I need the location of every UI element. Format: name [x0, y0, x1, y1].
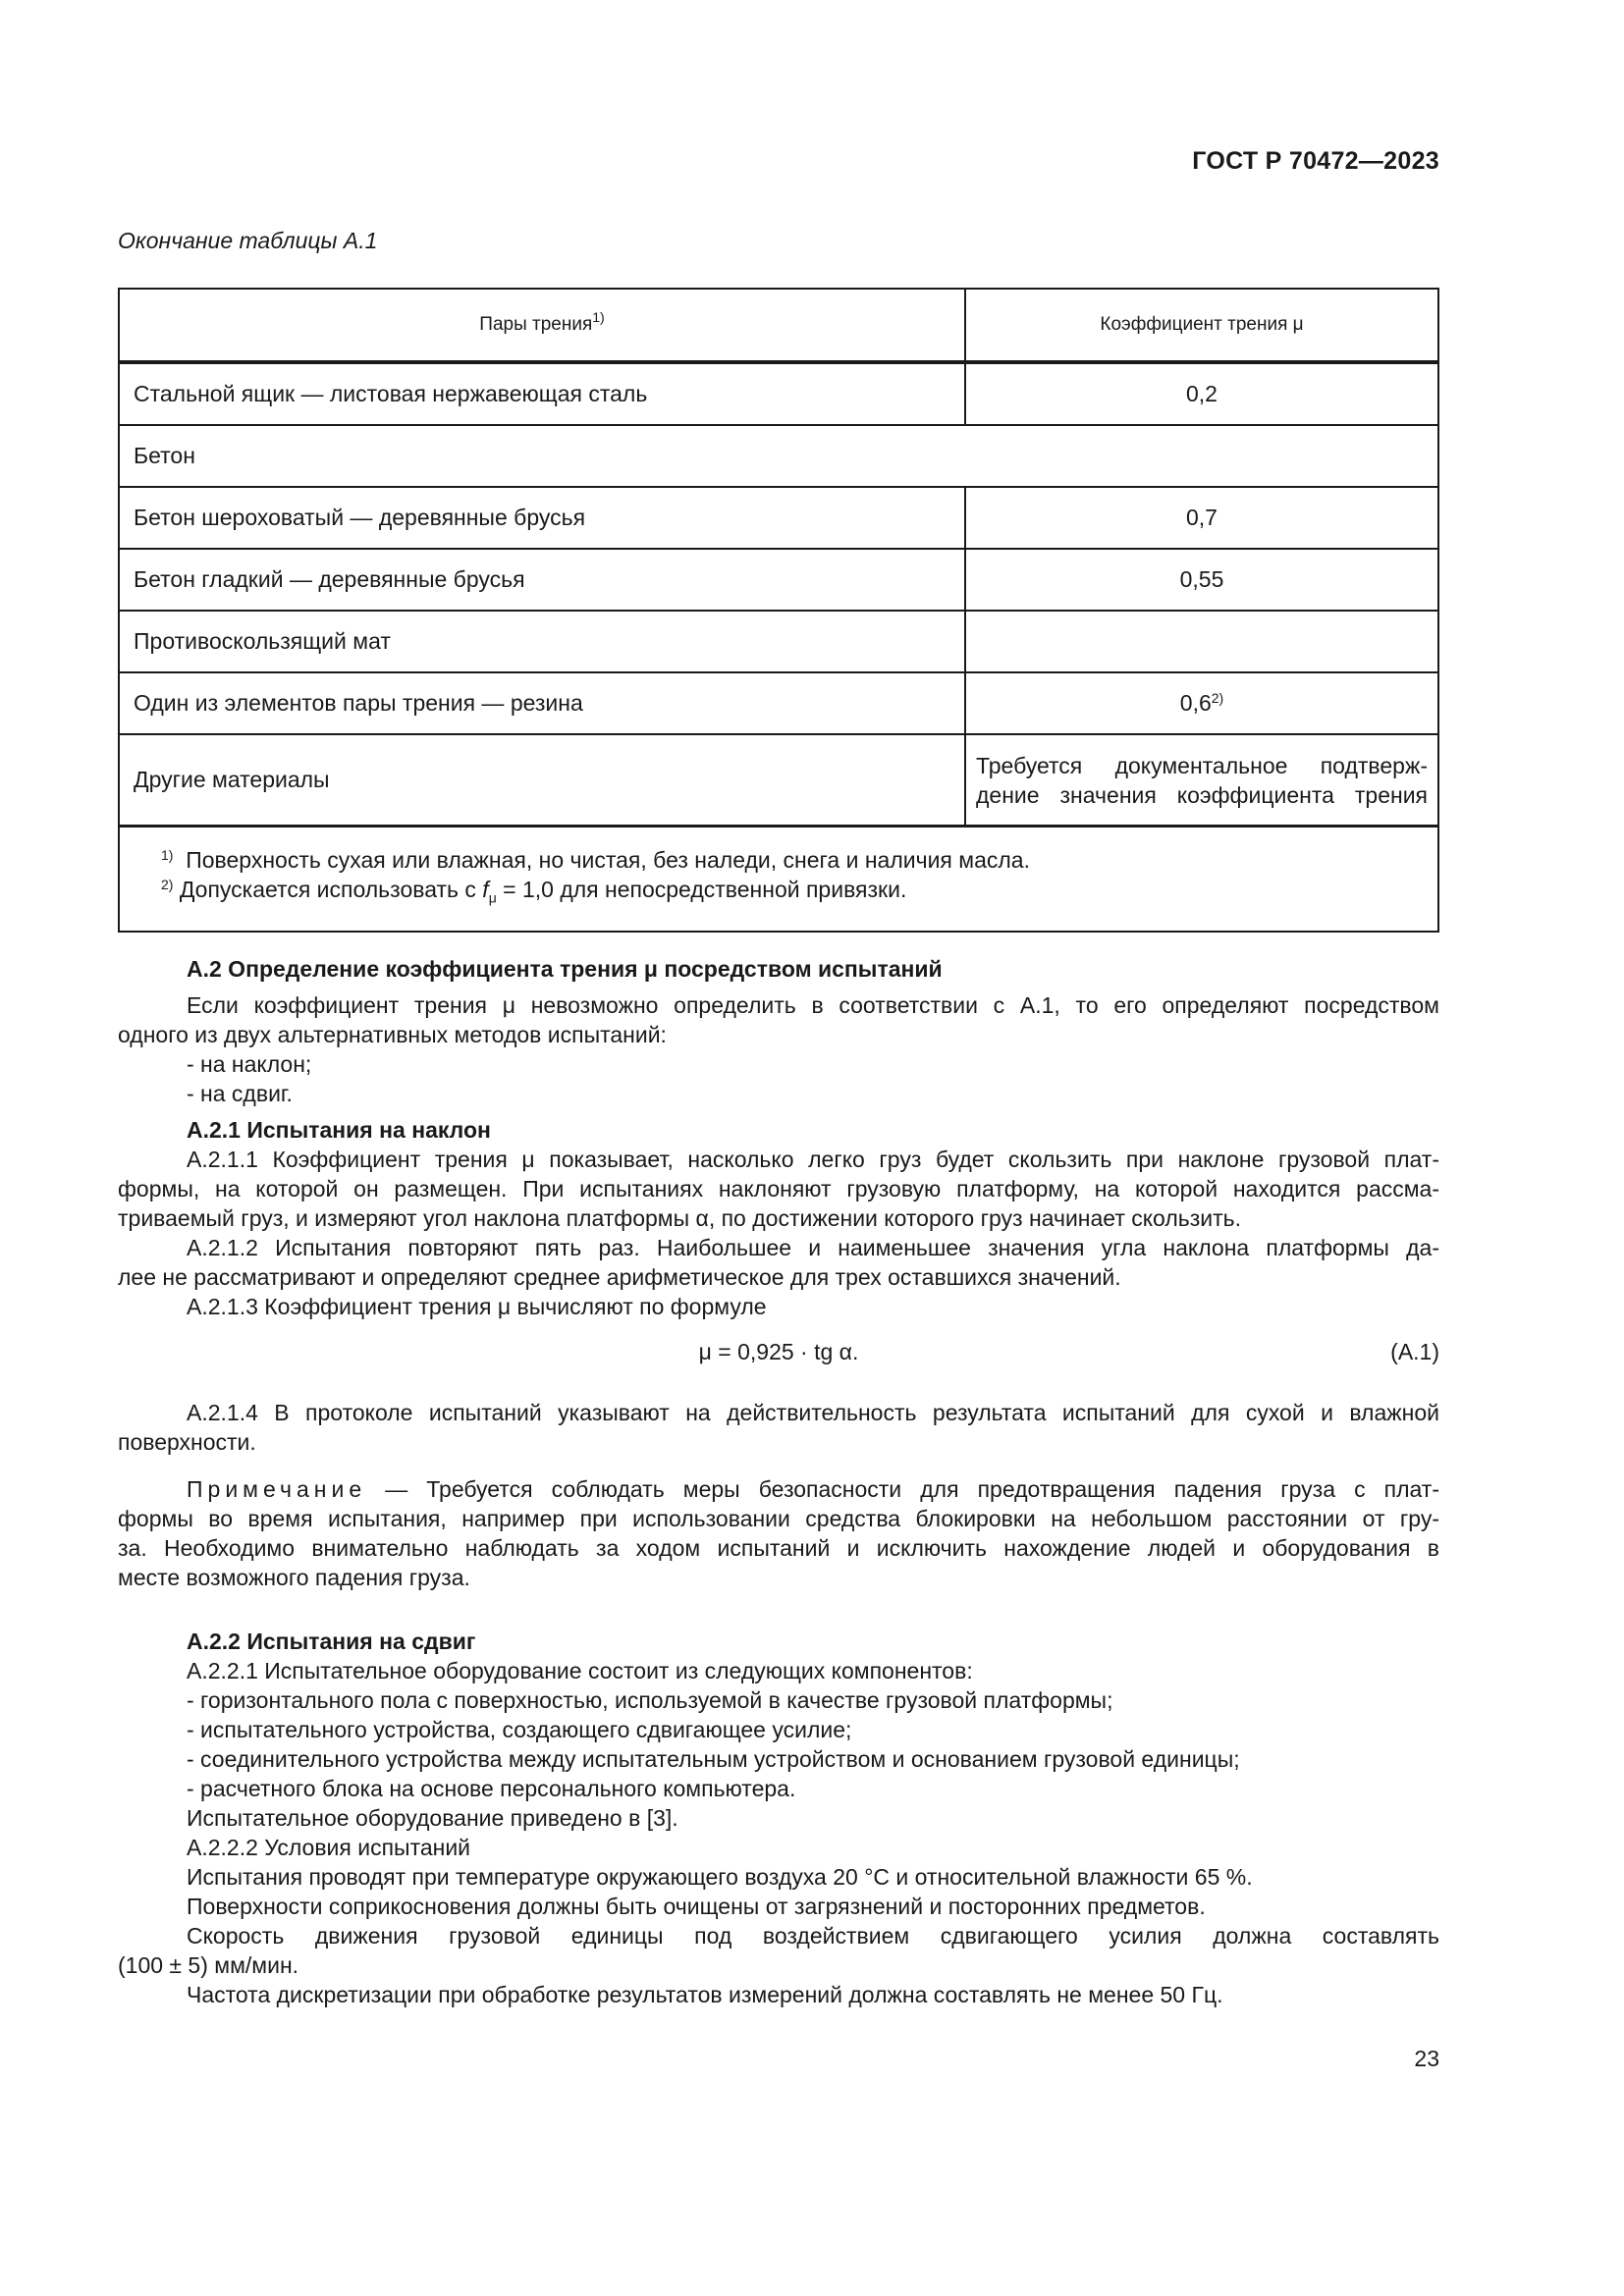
column-header-pairs: Пары трения$^{1)}$ [119, 289, 965, 362]
paragraph-line: (100 ± 5) мм/мин. [118, 1952, 299, 1978]
footnote-2: $^{2)}$ Допускается использовать с $f_\mu = 1,0$ для непосредственной привязки. [161, 877, 907, 906]
paragraph-line: А.2.1.1 Коэффициент трения μ показывает, насколько легко груз будет скользить при наклоне грузовой плат- [187, 1147, 1439, 1172]
table-row [119, 549, 1438, 611]
table-row [119, 734, 1438, 827]
column-header-coefficient: Коэффициент трения μ [965, 289, 1438, 362]
note-line: месте возможного падения груза. [118, 1565, 470, 1590]
list-item: - соединительного устройства между испытательным устройством и основанием грузовой единицы; [187, 1746, 1240, 1772]
paragraph-line: А.2.2.2 Условия испытаний [187, 1835, 471, 1860]
list-item: - на сдвиг. [187, 1081, 293, 1106]
note-line: за. Необходимо внимательно наблюдать за ходом испытаний и исключить нахождение людей и оборудования в [118, 1535, 1439, 1561]
footnote-ref: 2) [1211, 690, 1224, 706]
table-header-row [119, 289, 1438, 362]
material-cell: Стальной ящик — листовая нержавеющая сталь [119, 362, 965, 425]
value-cell: 0,55 [965, 549, 1438, 611]
table-caption: Окончание таблицы А.1 [118, 228, 378, 253]
material-cell: Противоскользящий мат [119, 611, 965, 672]
note-line: Примечание — Требуется соблюдать меры безопасности для предотвращения падения груза с плат- [187, 1476, 1439, 1502]
paragraph-line: Частота дискретизации при обработке результатов измерений должна составлять не менее 50 Гц. [187, 1982, 1223, 2007]
footnote-1: $^{1)}$ Поверхность сухая или влажная, но чистая, без наледи, снега и наличия масла. [161, 847, 1030, 874]
document-body [118, 954, 1439, 2009]
value-cell: 0,7 [965, 487, 1438, 549]
paragraph-line: поверхности. [118, 1429, 256, 1455]
paragraph-line: А.2.1.4 В протоколе испытаний указывают на действительность результата испытаний для сухой и влажной [187, 1400, 1439, 1425]
section-heading-a2: А.2 Определение коэффициента трения μ посредством испытаний [187, 956, 943, 982]
table-group-row [119, 425, 1438, 487]
value-cell: 0,6$^{2)}$ [965, 672, 1438, 734]
list-item: - горизонтального пола с поверхностью, используемой в качестве грузовой платформы; [187, 1687, 1113, 1713]
paragraph-line: одного из двух альтернативных методов испытаний: [118, 1022, 667, 1047]
material-cell: Другие материалы [119, 734, 965, 827]
table-row [119, 487, 1438, 549]
paragraph-line: Скорость движения грузовой единицы под воздействием сдвигающего усилия должна составлять [187, 1923, 1439, 1949]
material-cell: Один из элементов пары трения — резина [119, 672, 965, 734]
paragraph-line: Испытания проводят при температуре окружающего воздуха 20 °С и относительной влажности 65 %. [187, 1864, 1253, 1890]
paragraph-line: Поверхности соприкосновения должны быть очищены от загрязнений и посторонних предметов. [187, 1894, 1206, 1919]
footnote-ref: 1) [592, 309, 605, 325]
paragraph-line: Испытательное оборудование приведено в [3]. [187, 1805, 678, 1831]
paragraph-line: лее не рассматривают и определяют среднее арифметическое для трех оставшихся значений. [118, 1264, 1121, 1290]
formula-number: (А.1) [1390, 1339, 1439, 1364]
formula-expression: μ = 0,925 · tg α. [698, 1339, 859, 1364]
value-cell: Требуется документальное подтверж- дение значения коэффициента трения [965, 734, 1438, 827]
section-heading-a22: А.2.2 Испытания на сдвиг [187, 1629, 476, 1654]
material-cell: Бетон гладкий — деревянные брусья [119, 549, 965, 611]
value-cell: 0,2 [965, 362, 1438, 425]
note-label: Примечание [187, 1476, 367, 1502]
material-cell: Бетон шероховатый — деревянные брусья [119, 487, 965, 549]
paragraph-line: А.2.2.1 Испытательное оборудование состоит из следующих компонентов: [187, 1658, 973, 1683]
formula-a1 [118, 1329, 1439, 1380]
value-cell [965, 611, 1438, 672]
table-footnotes [119, 827, 1438, 933]
table-row [119, 362, 1438, 425]
group-cell: Бетон [119, 425, 1438, 487]
note-line: формы во время испытания, например при использовании средства блокировки на небольшом расстоянии от гру- [118, 1506, 1439, 1531]
list-item: - испытательного устройства, создающего сдвигающее усилие; [187, 1717, 852, 1742]
table-row [119, 611, 1438, 672]
paragraph-line: формы, на которой он размещен. При испытаниях наклоняют грузовую платформу, на которой находится рассма- [118, 1176, 1439, 1201]
friction-table [118, 288, 1439, 933]
paragraph-line: А.2.1.2 Испытания повторяют пять раз. Наибольшее и наименьшее значения угла наклона платформы да- [187, 1235, 1439, 1260]
paragraph-line: Если коэффициент трения μ невозможно определить в соответствии с А.1, то его определяют посредством [187, 992, 1439, 1018]
document-page [118, 0, 1439, 2296]
list-item: - на наклон; [187, 1051, 312, 1077]
list-item: - расчетного блока на основе персонального компьютера. [187, 1776, 796, 1801]
section-heading-a21: А.2.1 Испытания на наклон [187, 1117, 491, 1143]
table-row [119, 672, 1438, 734]
document-id: ГОСТ Р 70472—2023 [1192, 147, 1439, 175]
paragraph-line: А.2.1.3 Коэффициент трения μ вычисляют по формуле [187, 1294, 767, 1319]
paragraph-line: триваемый груз, и измеряют угол наклона платформы α, по достижении которого груз начинает скользить. [118, 1205, 1242, 1231]
page-number: 23 [1414, 2046, 1439, 2071]
